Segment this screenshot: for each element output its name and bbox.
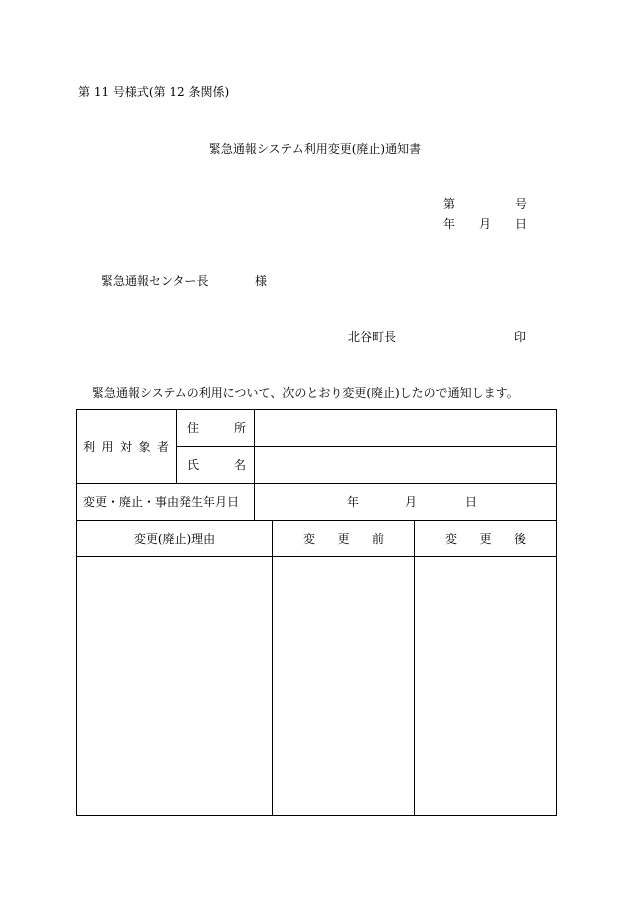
event-date-year: 年 — [347, 495, 360, 509]
after-header-char: 変 — [445, 531, 458, 546]
event-date-field[interactable] — [255, 484, 557, 521]
subject-label-char: 利 — [83, 439, 96, 454]
seal-mark: 印 — [514, 330, 527, 344]
after-header-char: 後 — [514, 531, 527, 546]
event-date-day: 日 — [465, 495, 478, 509]
event-date-label: 変更・廃止・事由発生年月日 — [83, 495, 240, 509]
document-number-prefix: 第 — [443, 197, 456, 211]
date-year: 年 — [443, 217, 456, 231]
address-label-char: 所 — [233, 421, 246, 435]
subject-label-char: 用 — [101, 439, 114, 454]
before-header-char: 変 — [303, 531, 316, 546]
form-number: 第 11 号様式(第 12 条関係) — [78, 85, 230, 99]
subject-label-char: 者 — [156, 439, 169, 454]
document-date-line — [443, 218, 527, 230]
name-label-char: 氏 — [187, 458, 200, 472]
document-number-line — [443, 198, 527, 210]
reason-header: 変更(廃止)理由 — [133, 531, 216, 546]
before-field[interactable] — [273, 557, 415, 816]
name-label-cell — [177, 447, 255, 484]
after-field[interactable] — [415, 557, 557, 816]
date-month: 月 — [478, 217, 491, 231]
before-header-cell — [273, 521, 415, 557]
date-day: 日 — [514, 217, 527, 231]
before-header-char: 更 — [337, 531, 350, 546]
subject-label-char: 象 — [138, 439, 151, 454]
address-label-cell — [177, 410, 255, 447]
addressee-honorific: 様 — [255, 274, 268, 288]
name-label-char: 名 — [233, 458, 246, 472]
addressee-name: 緊急通報センター長 — [101, 274, 209, 288]
address-label-char: 住 — [187, 421, 200, 435]
event-date-month: 月 — [405, 495, 418, 509]
after-header-char: 更 — [479, 531, 492, 546]
before-header-char: 前 — [371, 531, 384, 546]
after-header-cell — [415, 521, 557, 557]
name-field[interactable] — [255, 447, 557, 484]
document-title: 緊急通報システム利用変更(廃止)通知書 — [208, 142, 422, 156]
notification-form-table — [76, 409, 557, 816]
intro-text: 緊急通報システムの利用について、次のとおり変更(廃止)したので通知します。 — [92, 386, 519, 400]
document-number-suffix: 号 — [514, 197, 527, 211]
event-date-label-cell — [77, 484, 255, 521]
subject-label-char: 対 — [119, 439, 132, 454]
subject-label-cell — [77, 410, 177, 484]
reason-field[interactable] — [77, 557, 273, 816]
reason-header-cell — [77, 521, 273, 557]
sender-name: 北谷町長 — [348, 330, 397, 344]
address-field[interactable] — [255, 410, 557, 447]
